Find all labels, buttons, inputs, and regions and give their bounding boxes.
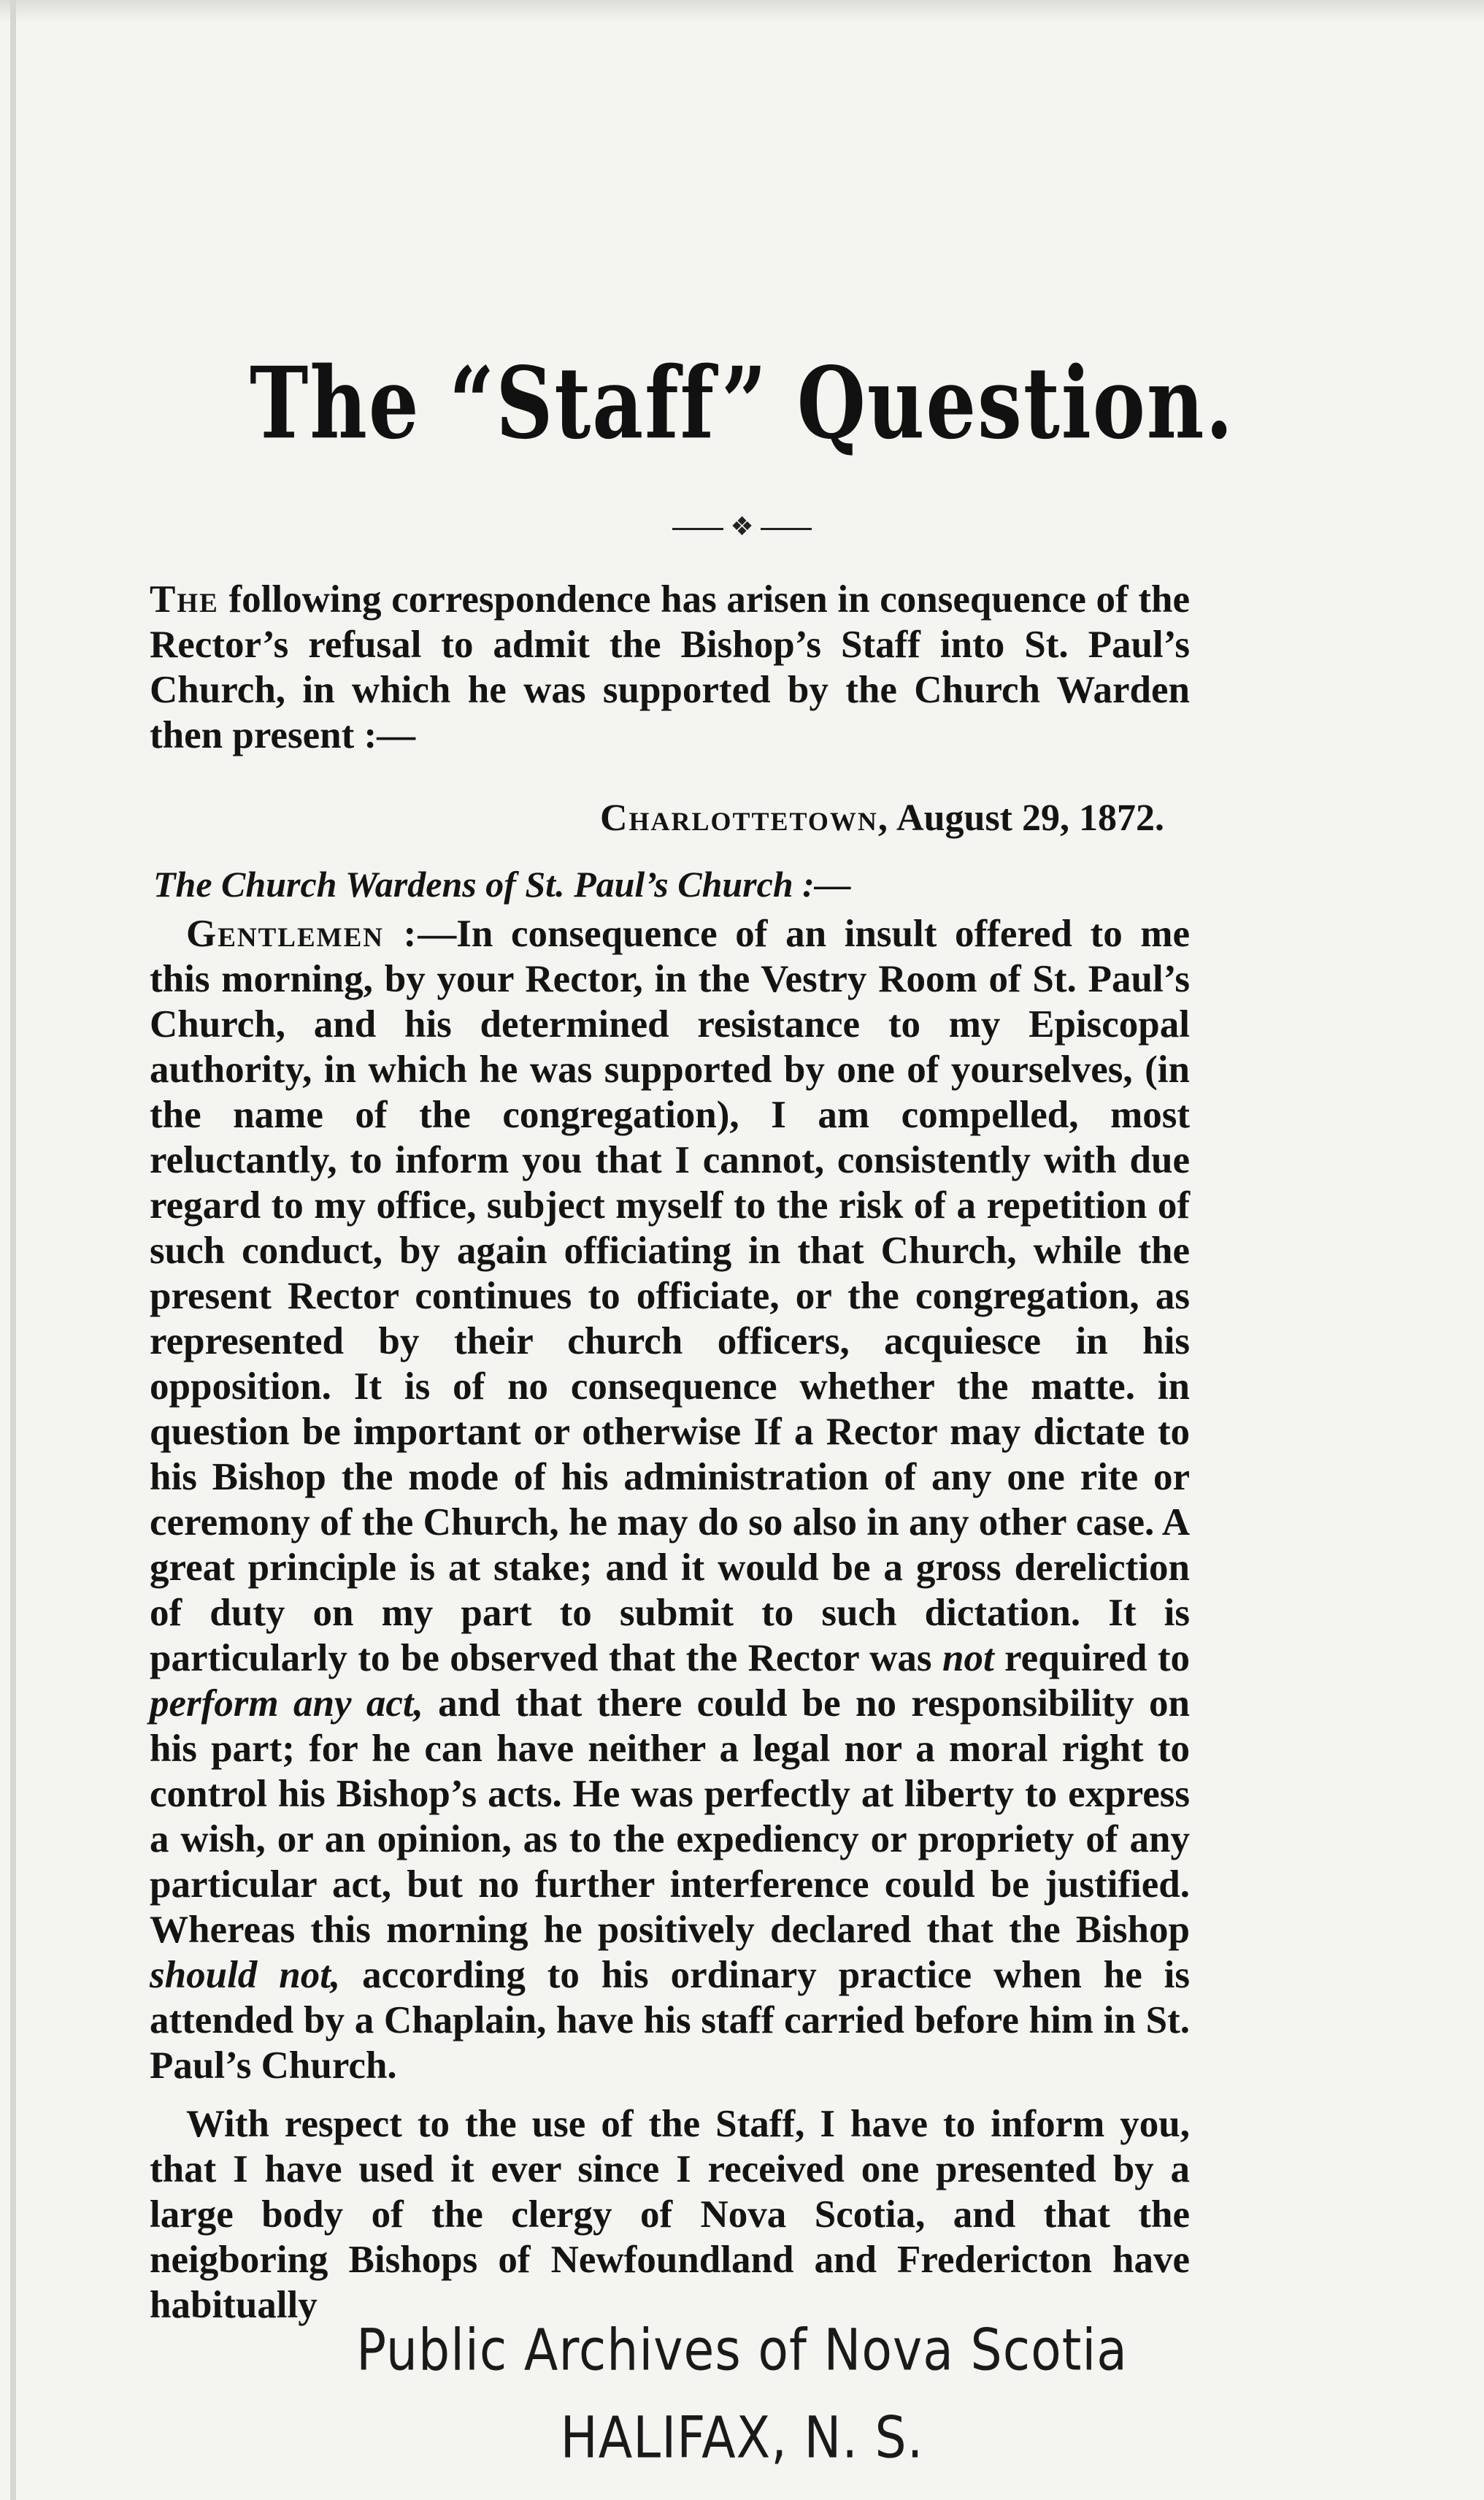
emphasis-perform-any-act: perform any act, xyxy=(150,1682,423,1725)
dateline-date: August 29, 1872. xyxy=(896,797,1164,839)
required-to-text: required to xyxy=(1004,1637,1191,1679)
letter-paragraph-1-continued: and that there could be no responsibility on his part; for he can have neither a legal nor a moral right to control his Bishop’s acts. He was perfectly at liberty to express a wish, or an opinion, as to the expediency or propriety of any particular act, but no further interference could be justified. Whereas this morning he positively declared that the Bishop xyxy=(150,1682,1190,1951)
intro-paragraph xyxy=(150,577,1190,758)
archive-stamp-line-2: HALIFAX, N. S. xyxy=(560,2405,924,2472)
intro-text: following correspondence has arisen in consequence of the Rector’s refusal to admit the Bishop’s Staff into St. Paul’s Church, in which he was supported by the Church Warden then present :— xyxy=(150,578,1190,756)
letter-paragraph-2 xyxy=(150,2101,1190,2328)
emphasis-not: not xyxy=(942,1637,994,1679)
dateline xyxy=(150,796,1164,841)
letter-paragraph-1-text: —In consequence of an insult offered to me this morning, by your Rector, in the Vestry Room of St. Paul’s Church, and his determined resistance to my Episcopal authority, in which he was supported by one of yourselves, (in the name of the congregation), I am compelled, most reluctantly, to inform you that I cannot, consistently with due regard to my office, subject myself to the risk of a repetition of such conduct, by again officiating in that Church, while the present Rector continues to officiate, or the congregation, as represented by their church officers, acquiesce in his opposition. It is of no consequence whether the matte. in question be important or otherwise If a Rector may dictate to his Bishop the mode of his administration of any one rite or ceremony of the Church, he may do so also in any other case. A great principle is at stake; and it would be a gross dereliction of duty on my part to submit to such dictation. It is particularly to be observed that the Rector was xyxy=(150,913,1191,1679)
scan-top-edge xyxy=(0,0,1484,22)
title-ornament xyxy=(0,511,1484,542)
emphasis-should-not: should not, xyxy=(150,1954,341,1996)
intro-lead-word: The xyxy=(150,578,219,621)
page-title: The “Staff” Question. xyxy=(250,346,1234,461)
dateline-place: Charlottetown, xyxy=(599,797,889,839)
archive-stamp-line-1: Public Archives of Nova Scotia xyxy=(356,2317,1128,2384)
letter-paragraph-2-text: With respect to the use of the Staff, I have to inform you, that I have used it ever since I received one presented by a large body of the clergy of Nova Scotia, and that the neigboring Bishops of Newfoundland and Fredericton have habitually xyxy=(150,2103,1190,2326)
letter-paragraph-1-end: according to his ordinary practice when he is attended by a Chaplain, have his staff carried before him in St. Paul’s Church. xyxy=(150,1954,1190,2087)
letter-paragraph-1 xyxy=(150,911,1190,2088)
letter-greeting: Gentlemen : xyxy=(186,913,418,955)
ornament-line-left xyxy=(672,528,723,530)
ornament-diamond-icon: ❖ xyxy=(730,512,754,541)
ornament-line-right xyxy=(761,528,812,530)
salutation: The Church Wardens of St. Paul’s Church :— xyxy=(153,864,851,905)
